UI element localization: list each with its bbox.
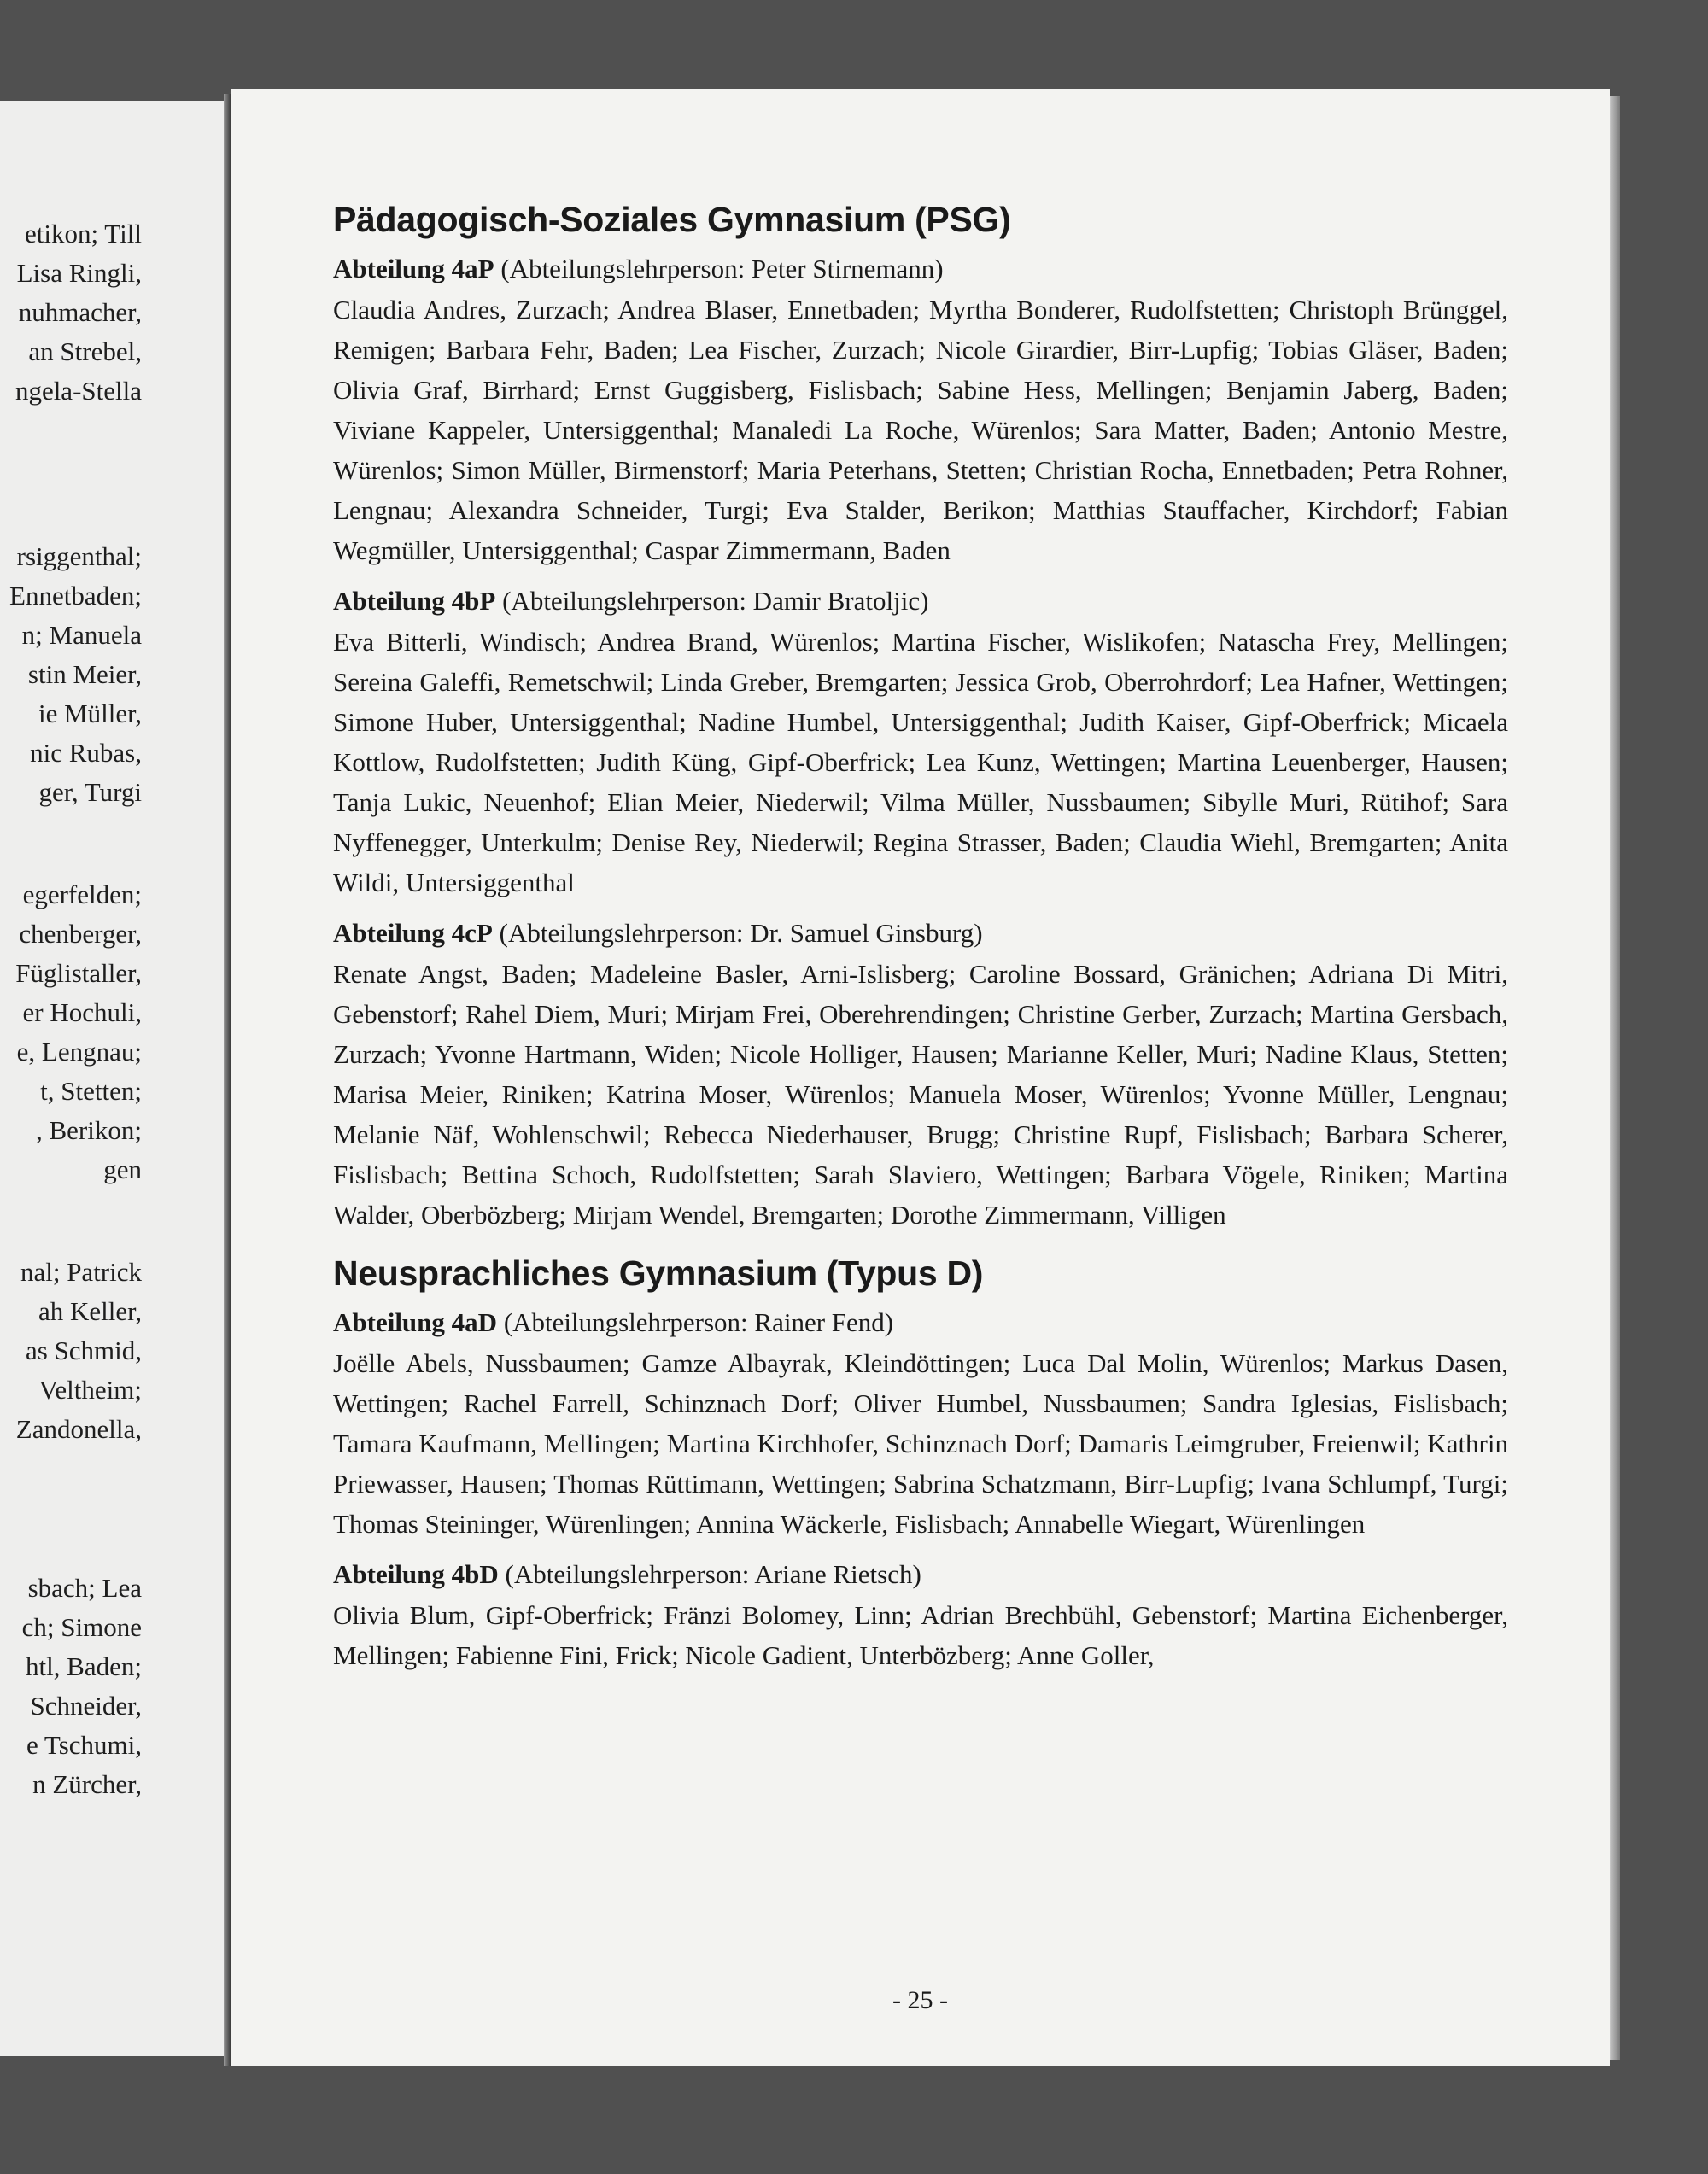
book-gutter [224, 94, 231, 2066]
abteilung-teacher: (Abteilungslehrperson: Rainer Fend) [503, 1307, 894, 1337]
abteilung-name: Abteilung 4aD [333, 1307, 498, 1337]
left-page-line: an Strebel, [28, 336, 142, 366]
left-page-line: n Zürcher, [32, 1769, 142, 1799]
left-page-line: Füglistaller, [15, 958, 142, 988]
left-page-line: sbach; Lea [27, 1573, 142, 1603]
student-list: Eva Bitterli, Windisch; Andrea Brand, Würenlos; Martina Fischer, Wislikofen; Natascha Frey, Mellingen; Sereina Galeffi, Remetschwil; Linda Greber, Bremgarten; Jessica Grob, Oberrohrdorf; Lea Hafner, Wettingen; Simone Huber, Untersiggenthal; Nadine Humbel, Untersiggenthal; Judith Kaiser, Gipf-Oberfrick; Micaela Kottlow, Rudolfstetten; Judith Küng, Gipf-Oberfrick; Lea Kunz, Wettingen; Martina Leuenberger, Hausen; Tanja Lukic, Neuenhof; Elian Meier, Niederwil; Vilma Müller, Nussbaumen; Sibylle Muri, Rütihof; Sara Nyffenegger, Unterkulm; Denise Rey, Niederwil; Regina Strasser, Baden; Claudia Wiehl, Bremgarten; Anita Wildi, Untersiggenthal [333, 627, 1508, 897]
abteilung-header [333, 1306, 1508, 1340]
left-page-line: Ennetbaden; [9, 581, 142, 611]
page-content [333, 200, 1508, 1689]
section-typus-d [333, 1254, 1508, 1675]
student-list: Renate Angst, Baden; Madeleine Basler, Arni-Islisberg; Caroline Bossard, Gränichen; Adriana Di Mitri, Gebenstorf; Rahel Diem, Muri; Mirjam Frei, Oberehrendingen; Christine Gerber, Zurzach; Martina Gersbach, Zurzach; Yvonne Hartmann, Widen; Nicole Holliger, Hausen; Marianne Keller, Muri; Nadine Klaus, Stetten; Marisa Meier, Riniken; Katrina Moser, Würenlos; Manuela Moser, Würenlos; Yvonne Müller, Lengnau; Melanie Näf, Wohlenschwil; Rebecca Niederhauser, Brugg; Christine Rupf, Fislisbach; Barbara Scherer, Fislisbach; Bettina Schoch, Rudolfstetten; Sarah Slaviero, Wettingen; Barbara Vögele, Riniken; Martina Walder, Oberbözberg; Mirjam Wendel, Bremgarten; Dorothe Zimmermann, Villigen [333, 959, 1508, 1230]
left-page-line: stin Meier, [27, 659, 142, 689]
left-page-line: Schneider, [30, 1691, 142, 1721]
left-page-line: etikon; Till [25, 219, 142, 248]
section-title: Neusprachliches Gymnasium (Typus D) [333, 1254, 984, 1293]
left-page-line: Zandonella, [15, 1414, 142, 1444]
abteilung-name: Abteilung 4cP [333, 918, 493, 948]
abteilung-teacher: (Abteilungslehrperson: Damir Bratoljic) [502, 586, 929, 616]
student-list: Claudia Andres, Zurzach; Andrea Blaser, Ennetbaden; Myrtha Bonderer, Rudolfstetten; Christoph Brünggel, Remigen; Barbara Fehr, Baden; Lea Fischer, Zurzach; Nicole Girardier, Birr-Lupfig; Tobias Gläser, Baden; Olivia Graf, Birrhard; Ernst Guggisberg, Fislisbach; Sabine Hess, Mellingen; Benjamin Jaberg, Baden; Viviane Kappeler, Untersiggenthal; Manaledi La Roche, Würenlos; Sara Matter, Baden; Antonio Mestre, Würenlos; Simon Müller, Birmenstorf; Maria Peterhans, Stetten; Christian Rocha, Ennetbaden; Petra Rohner, Lengnau; Alexandra Schneider, Turgi; Eva Stalder, Berikon; Matthias Stauffacher, Kirchdorf; Fabian Wegmüller, Untersiggenthal; Caspar Zimmermann, Baden [333, 295, 1508, 565]
left-page-line: e, Lengnau; [16, 1037, 142, 1067]
left-page-line: er Hochuli, [22, 997, 142, 1027]
abteilung-header [333, 916, 1508, 950]
page-number: - 25 - [892, 1986, 948, 2014]
abteilung-header [333, 584, 1508, 618]
left-page-line: as Schmid, [25, 1335, 142, 1365]
left-page-line: nuhmacher, [18, 297, 142, 327]
student-list: Olivia Blum, Gipf-Oberfrick; Fränzi Bolomey, Linn; Adrian Brechbühl, Gebenstorf; Martina Eichenberger, Mellingen; Fabienne Fini, Frick; Nicole Gadient, Unterbözberg; Anne Goller, [333, 1600, 1508, 1670]
left-page-line: htl, Baden; [25, 1651, 142, 1681]
left-page-line: nic Rubas, [30, 738, 142, 768]
left-page-line: gen [103, 1154, 142, 1184]
left-page-line: egerfelden; [22, 880, 142, 909]
left-page-line: ie Müller, [38, 698, 142, 728]
abteilung-teacher: (Abteilungslehrperson: Ariane Rietsch) [505, 1559, 921, 1589]
abteilung-name: Abteilung 4aP [333, 254, 494, 283]
left-page-line: Veltheim; [38, 1375, 142, 1405]
left-page [0, 101, 224, 2056]
left-page-line: Lisa Ringli, [16, 258, 142, 288]
abteilung-header [333, 252, 1508, 286]
left-page-line: , Berikon; [36, 1115, 142, 1145]
student-list: Joëlle Abels, Nussbaumen; Gamze Albayrak, Kleindöttingen; Luca Dal Molin, Würenlos; Markus Dasen, Wettingen; Rachel Farrell, Schinznach Dorf; Oliver Humbel, Nussbaumen; Sandra Iglesias, Fislisbach; Tamara Kaufmann, Mellingen; Martina Kirchhofer, Schinznach Dorf; Damaris Leimgruber, Freienwil; Kathrin Priewasser, Hausen; Thomas Rüttimann, Wettingen; Sabrina Schatzmann, Birr-Lupfig; Ivana Schlumpf, Turgi; Thomas Steininger, Würenlingen; Annina Wäckerle, Fislisbach; Annabelle Wiegart, Würenlingen [333, 1348, 1508, 1539]
page-edge [1610, 96, 1620, 2060]
left-page-line: ah Keller, [38, 1296, 142, 1326]
left-page-line: n; Manuela [21, 620, 142, 650]
abteilung-name: Abteilung 4bP [333, 586, 496, 616]
left-page-line: e Tschumi, [26, 1730, 142, 1760]
left-page-line: ch; Simone [21, 1612, 142, 1642]
left-page-line: ngela-Stella [15, 376, 142, 406]
section-title: Pädagogisch-Soziales Gymnasium (PSG) [333, 200, 1011, 239]
left-page-line: t, Stetten; [40, 1076, 142, 1106]
abteilung-name: Abteilung 4bD [333, 1559, 499, 1589]
right-page [231, 89, 1610, 2066]
abteilung-teacher: (Abteilungslehrperson: Dr. Samuel Ginsburg) [499, 918, 983, 948]
left-page-line: ger, Turgi [38, 777, 142, 807]
left-page-line: rsiggenthal; [16, 541, 142, 571]
left-page-line: nal; Patrick [20, 1257, 142, 1287]
left-page-line: chenberger, [19, 919, 142, 949]
abteilung-header [333, 1557, 1508, 1592]
section-psg [333, 200, 1508, 1235]
abteilung-teacher: (Abteilungslehrperson: Peter Stirnemann) [500, 254, 944, 283]
